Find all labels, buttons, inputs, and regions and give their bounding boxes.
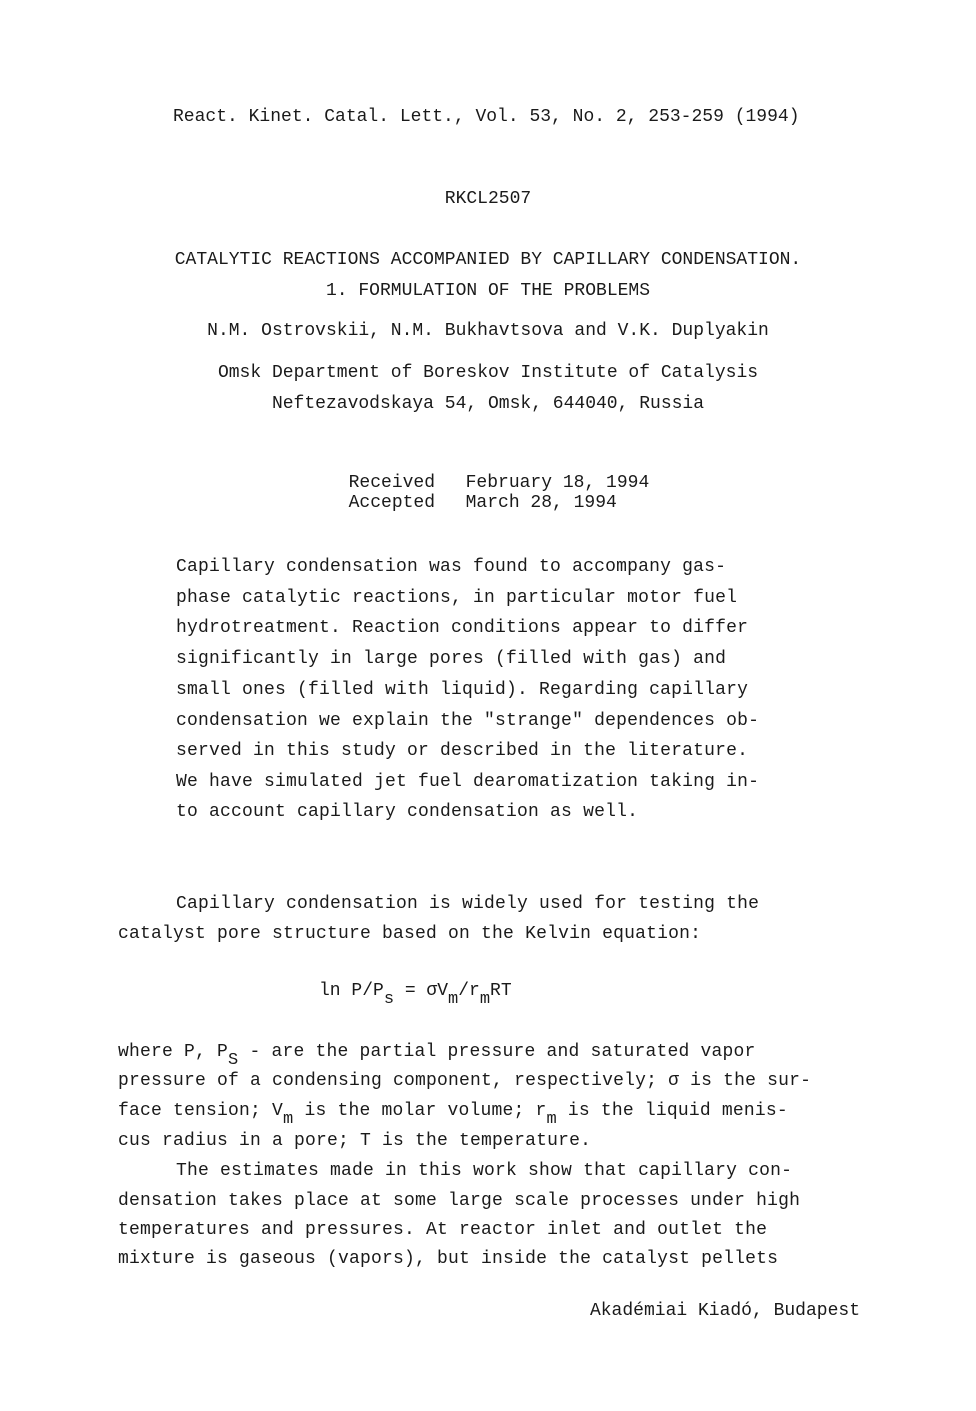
abstract-line: significantly in large pores (filled with gas) and <box>176 649 727 669</box>
abstract-line: hydrotreatment. Reaction conditions appear to differ <box>176 618 749 638</box>
article-code: RKCL2507 <box>444 189 532 209</box>
abstract-line: to account capillary condensation as well. <box>176 802 639 822</box>
body-line: cus radius in a pore; T is the temperature. <box>118 1131 592 1151</box>
text-span: face tension; V <box>118 1101 284 1121</box>
abstract-line: condensation we explain the "strange" dependences ob- <box>176 711 760 731</box>
received-value: February 18, 1994 <box>465 473 650 493</box>
body-line: pressure of a condensing component, respectively; σ is the sur- <box>118 1071 812 1091</box>
article-title-line-2: 1. FORMULATION OF THE PROBLEMS <box>325 281 651 301</box>
subscript: S <box>228 1051 239 1070</box>
body-line: densation takes place at some large scale processes under high <box>118 1191 801 1211</box>
publisher: Akadémiai Kiadó, Budapest <box>589 1301 860 1321</box>
eq-sub-s: s <box>383 990 395 1009</box>
text-span: is the liquid menis- <box>556 1101 788 1121</box>
accepted-date <box>327 473 617 513</box>
subscript: m <box>546 1110 557 1129</box>
accepted-value: March 28, 1994 <box>465 493 617 513</box>
text-span: where P, P <box>118 1042 229 1062</box>
received-label: Received <box>348 473 436 493</box>
eq-sub-m1: m <box>448 990 459 1009</box>
eq-rt: RT <box>490 981 512 1001</box>
eq-equals: = σV <box>394 981 449 1001</box>
abstract-line: We have simulated jet fuel dearomatization taking in- <box>176 772 760 792</box>
subscript: m <box>283 1110 294 1129</box>
abstract-line: small ones (filled with liquid). Regarding capillary <box>176 680 749 700</box>
body-line: catalyst pore structure based on the Kelvin equation: <box>118 924 702 944</box>
affiliation-line-2: Neftezavodskaya 54, Omsk, 644040, Russia <box>271 394 705 414</box>
eq-slash: /r <box>458 981 480 1001</box>
body-line: Capillary condensation is widely used for testing the <box>176 894 760 914</box>
body-line <box>118 1042 756 1070</box>
eq-ln: ln P/P <box>319 981 384 1001</box>
body-line <box>118 1101 788 1129</box>
text-span: - are the partial pressure and saturated vapor <box>238 1042 756 1062</box>
text-span: is the molar volume; r <box>293 1101 547 1121</box>
kelvin-equation <box>319 981 512 1009</box>
abstract-line: served in this study or described in the literature. <box>176 741 749 761</box>
abstract-line: Capillary condensation was found to accompany gas- <box>176 557 727 577</box>
body-line: The estimates made in this work show that capillary con- <box>176 1161 793 1181</box>
body-line: mixture is gaseous (vapors), but inside the catalyst pellets <box>118 1249 779 1269</box>
eq-sub-m2: m <box>479 990 491 1009</box>
body-line: temperatures and pressures. At reactor inlet and outlet the <box>118 1220 768 1240</box>
accepted-label: Accepted <box>348 493 436 513</box>
affiliation-line-1: Omsk Department of Boreskov Institute of Catalysis <box>217 363 759 383</box>
authors: N.M. Ostrovskii, N.M. Bukhavtsova and V.K. Duplyakin <box>207 321 769 341</box>
article-title-line-1: CATALYTIC REACTIONS ACCOMPANIED BY CAPILLARY CONDENSATION. <box>174 250 802 270</box>
abstract-line: phase catalytic reactions, in particular motor fuel <box>176 588 738 608</box>
journal-citation: React. Kinet. Catal. Lett., Vol. 53, No. 2, 253-259 (1994) <box>173 107 800 127</box>
